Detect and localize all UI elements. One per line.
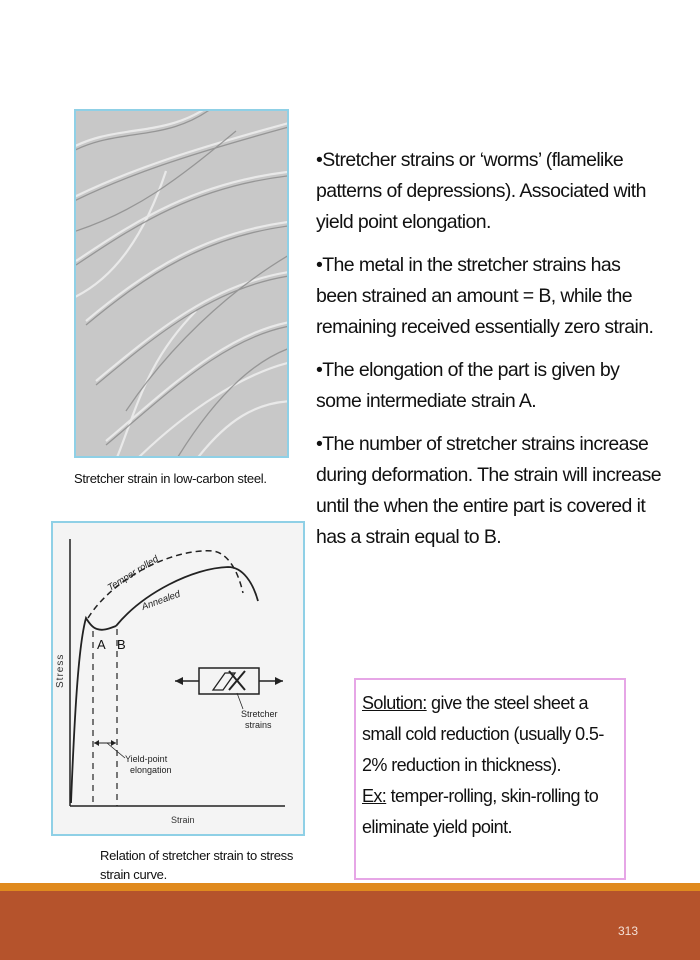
page-number: 313: [617, 924, 638, 938]
strain-label: Strain: [171, 815, 195, 825]
solution-heading: Solution:: [362, 693, 427, 713]
bullet-item: •The number of stretcher strains increase during deformation. The strain will increase until the when the entire part is covered it has a strain equal to B.: [316, 433, 662, 548]
label-a: A: [97, 637, 106, 652]
bullet-item: •The metal in the stretcher strains has been strained an amount = B, while the remaining received essentially zero strain.: [316, 254, 654, 338]
yield-point-label-2: elongation: [130, 765, 172, 775]
specimen-sketch: [175, 668, 283, 709]
bullet-item: •Stretcher strains or ‘worms’ (flamelike patterns of depressions). Associated with yield point elongation.: [316, 149, 646, 233]
example-label: Ex:: [362, 786, 387, 806]
footer-bar: [0, 891, 700, 960]
bullet-item: •The elongation of the part is given by some intermediate strain A.: [316, 359, 620, 412]
label-b: B: [117, 637, 126, 652]
bullet-list: [316, 145, 666, 565]
photo-caption: Stretcher strain in low-carbon steel.: [74, 471, 267, 486]
temper-rolled-label: Temper rolled: [105, 553, 161, 594]
diagram-caption: Relation of stretcher strain to stress strain curve.: [100, 848, 294, 882]
example-text: temper-rolling, skin-rolling to eliminate yield point.: [362, 786, 599, 837]
stress-label: Stress: [55, 653, 66, 688]
stretcher-strain-photo: [74, 109, 289, 458]
annealed-label: Annealed: [140, 588, 182, 613]
yield-point-label-1: Yield-point: [125, 754, 168, 764]
solution-box: [354, 678, 626, 880]
solution-text: give the steel sheet a small cold reduction (usually 0.5-2% reduction in thickness).: [362, 693, 604, 775]
stretcher-label-2: strains: [245, 720, 272, 730]
stress-strain-diagram: [51, 521, 305, 836]
stretcher-label-1: Stretcher: [241, 709, 278, 719]
footer-accent-bar: [0, 883, 700, 891]
